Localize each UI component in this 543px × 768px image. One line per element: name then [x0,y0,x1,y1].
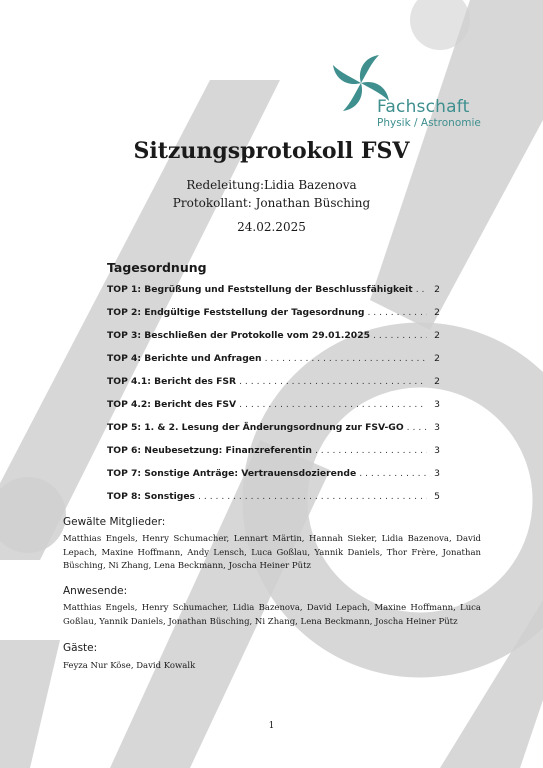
toc-leader [367,307,427,318]
toc-item-page: 2 [434,307,440,318]
toc-item-page: 2 [434,284,440,295]
toc-item[interactable] [107,284,440,307]
toc-item[interactable] [107,353,440,376]
toc-leader [407,422,427,433]
toc-item-page: 5 [434,491,440,502]
toc-item[interactable] [107,330,440,353]
toc-leader [315,445,427,456]
toc-item-label: TOP 3: Beschließen der Protokolle vom 29.01.2025 [107,330,370,341]
toc-item-page: 3 [434,468,440,479]
toc-item-page: 3 [434,399,440,410]
document-title: Sitzungsprotokoll FSV [133,138,410,164]
toc-leader [198,491,427,502]
toc-leader [359,468,427,479]
present-text: Matthias Engels, Henry Schumacher, Lidia Bazenova, David Lepach, Maxine Hoffmann, Luca Goßlau, Yannik Daniels, Jonathan Büsching, Ni Zhang, Lena Beckmann, Joscha Heiner Pütz [63,603,481,627]
toc-item-label: TOP 4.1: Bericht des FSR [107,376,237,387]
toc-item-page: 3 [434,422,440,433]
page-number: 1 [268,721,275,731]
toc-item-label: TOP 8: Sonstiges [107,491,196,502]
toc-heading: Tagesordnung [107,260,207,275]
toc-item-page: 2 [434,330,440,341]
toc-leader [239,376,427,387]
toc-leader [416,284,427,295]
toc-item-label: TOP 4.2: Bericht des FSV [107,399,237,410]
present-heading: Anwesende: [63,585,128,597]
toc-item-page: 3 [434,445,440,456]
toc-item-label: TOP 7: Sonstige Anträge: Vertrauensdozierende [107,468,357,479]
guests-heading: Gäste: [63,642,98,654]
meeting-date: 24.02.2025 [237,220,306,234]
logo-subtitle: Physik / Astronomie [377,117,481,129]
toc-item[interactable] [107,491,440,514]
toc-item-label: TOP 2: Endgültige Feststellung der Tagesordnung [107,307,365,318]
toc-leader [239,399,427,410]
guests-text: Feyza Nur Köse, David Kowalk [63,661,196,671]
members-text: Matthias Engels, Henry Schumacher, Lennart Märtin, Hannah Sieker, Lidia Bazenova, David Lepach, Maxine Hoffmann, Andy Lensch, Luca Goßlau, Yannik Daniels, Thor Frère, Jonathan Büsching, Ni Zhang, Lena Beckmann, Joscha Heiner Pütz [63,534,481,571]
toc-item[interactable] [107,468,440,491]
toc-item[interactable] [107,422,440,445]
table-of-contents [107,284,440,514]
toc-leader [373,330,427,341]
toc-item-label: TOP 4: Berichte und Anfragen [107,353,262,364]
toc-item-label: TOP 1: Begrüßung und Feststellung der Beschlussfähigkeit [107,284,413,295]
members-heading: Gewälte Mitglieder: [63,516,166,528]
toc-leader [265,353,427,364]
toc-item-page: 2 [434,376,440,387]
toc-item[interactable] [107,376,440,399]
toc-item-label: TOP 6: Neubesetzung: Finanzreferentin [107,445,312,456]
chair-line: Redeleitung:Lidia Bazenova [186,178,357,192]
toc-item[interactable] [107,307,440,330]
toc-item[interactable] [107,445,440,468]
recorder-line: Protokollant: Jonathan Büsching [172,196,371,210]
logo-name: Fachschaft [377,97,470,117]
toc-item-page: 2 [434,353,440,364]
toc-item[interactable] [107,399,440,422]
toc-item-label: TOP 5: 1. & 2. Lesung der Änderungsordnung zur FSV-GO [107,422,404,433]
